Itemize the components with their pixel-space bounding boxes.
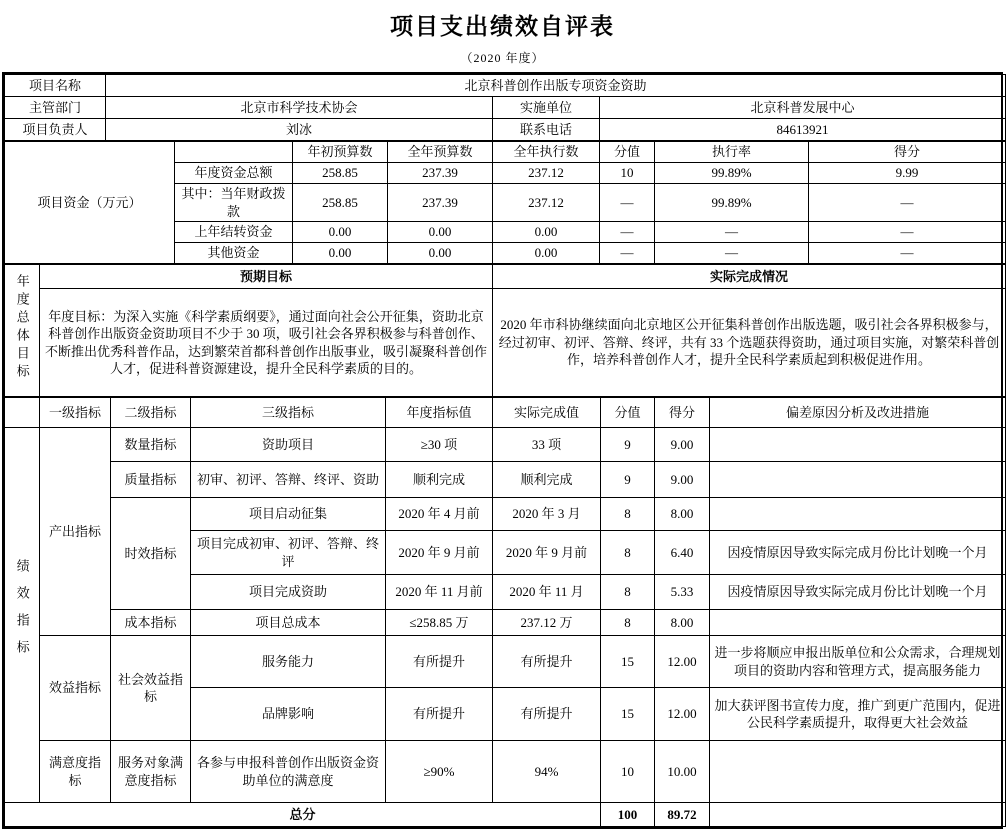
indicator-score: 9.00	[655, 428, 710, 462]
indicator-l3: 项目总成本	[191, 610, 386, 636]
funds-value: 99.89%	[655, 184, 809, 222]
leader-value: 刘冰	[106, 119, 493, 141]
funds-item-label: 其他资金	[175, 243, 293, 264]
page-subtitle: （2020 年度）	[460, 51, 545, 65]
funds-value: 9.99	[809, 163, 1006, 184]
indicators-row-label-text: 绩效指标	[14, 558, 30, 667]
goal-text-row	[5, 289, 1006, 397]
indicator-l3: 项目完成资助	[191, 575, 386, 610]
funds-value: —	[809, 184, 1006, 222]
indicator-l3: 资助项目	[191, 428, 386, 462]
level2-service-satisfaction: 服务对象满意度指标	[111, 741, 191, 803]
indicator-target: 有所提升	[386, 636, 493, 688]
indicator-score: 12.00	[655, 636, 710, 688]
funds-col-header: 执行率	[655, 142, 809, 163]
col-header-score: 得分	[655, 398, 710, 428]
indicator-score-max: 9	[601, 428, 655, 462]
annual-goal-row-label	[5, 265, 40, 397]
indicator-score: 6.40	[655, 531, 710, 575]
indicator-l3: 初审、初评、答辩、终评、资助	[191, 462, 386, 498]
funds-item-label: 年度资金总额	[175, 163, 293, 184]
funds-value: —	[655, 222, 809, 243]
indicator-score-max: 15	[601, 688, 655, 741]
indicator-actual: 有所提升	[493, 688, 601, 741]
actual-result-header: 实际完成情况	[493, 265, 1006, 289]
indicators-table	[4, 397, 1006, 827]
funds-value: 10	[600, 163, 655, 184]
indicator-row-quantity	[5, 428, 1006, 462]
funds-value: 237.39	[388, 184, 493, 222]
indicator-deviation: 因疫情原因导致实际完成月份比计划晚一个月	[710, 531, 1006, 575]
funds-value: 0.00	[493, 243, 600, 264]
indicator-actual: 2020 年 9 月前	[493, 531, 601, 575]
indicator-score-max: 8	[601, 498, 655, 531]
funds-row-label-text: 项目资金（万元）	[37, 194, 142, 210]
funds-col-header: 全年执行数	[493, 142, 600, 163]
indicator-l3: 品牌影响	[191, 688, 386, 741]
indicator-score-max: 8	[601, 531, 655, 575]
level1-output: 产出指标	[40, 428, 111, 636]
funds-value: —	[600, 222, 655, 243]
impl-unit-value: 北京科普发展中心	[600, 97, 1006, 119]
total-score-max: 100	[601, 803, 655, 827]
phone-value: 84613921	[600, 119, 1006, 141]
indicators-corner-cell	[5, 398, 40, 428]
total-score-value: 89.72	[655, 803, 710, 827]
funds-value: 258.85	[293, 184, 388, 222]
indicator-deviation	[710, 462, 1006, 498]
total-score-row	[5, 803, 1006, 827]
col-header-actual: 实际完成值	[493, 398, 601, 428]
level2-social-benefit: 社会效益指标	[111, 636, 191, 741]
actual-result-text: 2020 年市科协继续面向北京地区公开征集科普创作出版选题，吸引社会各界积极参与，经过初审、初评、答辩、终评，共有 33 个选题获得资助，通过项目实施，对繁荣科普创作，培养科普创作人才，提升全民科学素质起到积极促进作用。	[493, 289, 1006, 397]
indicator-target: ≥90%	[386, 741, 493, 803]
total-score-label: 总分	[5, 803, 601, 827]
col-header-target: 年度指标值	[386, 398, 493, 428]
funds-col-header: 分值	[600, 142, 655, 163]
funds-corner-cell	[175, 142, 293, 163]
funds-value: 258.85	[293, 163, 388, 184]
level1-satisfaction: 满意度指标	[40, 741, 111, 803]
funds-value: —	[809, 222, 1006, 243]
indicator-actual: 237.12 万	[493, 610, 601, 636]
indicator-deviation	[710, 498, 1006, 531]
indicator-l3: 各参与申报科普创作出版资金资助单位的满意度	[191, 741, 386, 803]
funds-col-header: 年初预算数	[293, 142, 388, 163]
funds-value: 99.89%	[655, 163, 809, 184]
funds-value: 0.00	[493, 222, 600, 243]
indicator-score-max: 10	[601, 741, 655, 803]
self-evaluation-form	[2, 72, 1003, 829]
col-header-level2: 二级指标	[111, 398, 191, 428]
indicator-deviation: 加大获评图书宣传力度，推广到更广范围内，促进公民科学素质提升，取得更大社会效益	[710, 688, 1006, 741]
indicator-score: 8.00	[655, 498, 710, 531]
indicator-score: 10.00	[655, 741, 710, 803]
phone-label: 联系电话	[493, 119, 600, 141]
funds-value: 0.00	[388, 243, 493, 264]
indicator-target: 有所提升	[386, 688, 493, 741]
indicator-score-max: 15	[601, 636, 655, 688]
funds-value: —	[600, 184, 655, 222]
indicator-actual: 2020 年 3 月	[493, 498, 601, 531]
indicator-score: 8.00	[655, 610, 710, 636]
project-name-label: 项目名称	[5, 75, 106, 97]
expected-goal-text: 年度目标：为深入实施《科学素质纲要》，通过面向社会公开征集，资助北京科普创作出版资金资助项目不少于 30 项，吸引社会各界积极参与科普创作、不断推出优秀科普作品，达到繁荣首都科普创作出版事业，吸引凝聚科普创作人才，促进科普资源建设，提升全民科学素质的目的。	[40, 289, 493, 397]
indicator-deviation	[710, 741, 1006, 803]
col-header-level3: 三级指标	[191, 398, 386, 428]
indicator-l3: 服务能力	[191, 636, 386, 688]
table-row	[5, 119, 1006, 141]
goal-header-row	[5, 265, 1006, 289]
dept-value: 北京市科学技术协会	[106, 97, 493, 119]
funds-item-label: 上年结转资金	[175, 222, 293, 243]
funds-value: —	[600, 243, 655, 264]
page-title: 项目支出绩效自评表	[390, 14, 615, 39]
level2-timeliness: 时效指标	[111, 498, 191, 610]
col-header-level1: 一级指标	[40, 398, 111, 428]
indicator-row-quality	[5, 462, 1006, 498]
funds-value: 237.12	[493, 184, 600, 222]
funds-col-header: 得分	[809, 142, 1006, 163]
funds-value: 0.00	[293, 222, 388, 243]
col-header-deviation: 偏差原因分析及改进措施	[710, 398, 1006, 428]
level2-quantity: 数量指标	[111, 428, 191, 462]
basic-info-table	[4, 74, 1006, 141]
funds-row-label	[5, 142, 175, 264]
indicator-deviation	[710, 610, 1006, 636]
indicator-score-max: 8	[601, 575, 655, 610]
funds-value: 237.39	[388, 163, 493, 184]
indicator-actual: 33 项	[493, 428, 601, 462]
funds-col-header: 全年预算数	[388, 142, 493, 163]
level2-quality: 质量指标	[111, 462, 191, 498]
indicator-row-service	[5, 636, 1006, 688]
funds-header-row	[5, 142, 1006, 163]
col-header-score-max: 分值	[601, 398, 655, 428]
indicator-target: ≤258.85 万	[386, 610, 493, 636]
indicator-actual: 有所提升	[493, 636, 601, 688]
funds-item-label: 其中：当年财政拨款	[175, 184, 293, 222]
indicator-deviation: 因疫情原因导致实际完成月份比计划晚一个月	[710, 575, 1006, 610]
indicator-actual: 顺利完成	[493, 462, 601, 498]
indicator-score: 9.00	[655, 462, 710, 498]
level1-benefit: 效益指标	[40, 636, 111, 741]
indicator-l3: 项目启动征集	[191, 498, 386, 531]
level2-cost: 成本指标	[111, 610, 191, 636]
total-deviation-cell	[710, 803, 1006, 827]
indicator-target: 2020 年 4 月前	[386, 498, 493, 531]
indicator-score-max: 8	[601, 610, 655, 636]
annual-goal-table	[4, 264, 1006, 397]
indicators-header-row	[5, 398, 1006, 428]
project-name-value: 北京科普创作出版专项资金资助	[106, 75, 1006, 97]
indicators-row-label	[5, 428, 40, 803]
indicator-target: 顺利完成	[386, 462, 493, 498]
table-row	[5, 97, 1006, 119]
funds-table	[4, 141, 1006, 264]
indicator-row-timeliness-1	[5, 498, 1006, 531]
leader-label: 项目负责人	[5, 119, 106, 141]
indicator-target: 2020 年 9 月前	[386, 531, 493, 575]
indicator-row-satisfaction	[5, 741, 1006, 803]
indicator-row-cost	[5, 610, 1006, 636]
indicator-deviation	[710, 428, 1006, 462]
dept-label: 主管部门	[5, 97, 106, 119]
indicator-target: 2020 年 11 月前	[386, 575, 493, 610]
funds-value: —	[809, 243, 1006, 264]
funds-value: 0.00	[293, 243, 388, 264]
table-row	[5, 75, 1006, 97]
funds-value: 0.00	[388, 222, 493, 243]
indicator-score: 5.33	[655, 575, 710, 610]
indicator-target: ≥30 项	[386, 428, 493, 462]
indicator-actual: 94%	[493, 741, 601, 803]
indicator-score: 12.00	[655, 688, 710, 741]
indicator-actual: 2020 年 11 月	[493, 575, 601, 610]
funds-value: 237.12	[493, 163, 600, 184]
indicator-score-max: 9	[601, 462, 655, 498]
indicator-deviation: 进一步将顺应申报出版单位和公众需求，合理规划项目的资助内容和管理方式，提高服务能力	[710, 636, 1006, 688]
expected-goal-header: 预期目标	[40, 265, 493, 289]
funds-value: —	[655, 243, 809, 264]
annual-goal-row-label-text: 年度总体目标	[14, 274, 30, 383]
impl-unit-label: 实施单位	[493, 97, 600, 119]
indicator-l3: 项目完成初审、初评、答辩、终评	[191, 531, 386, 575]
